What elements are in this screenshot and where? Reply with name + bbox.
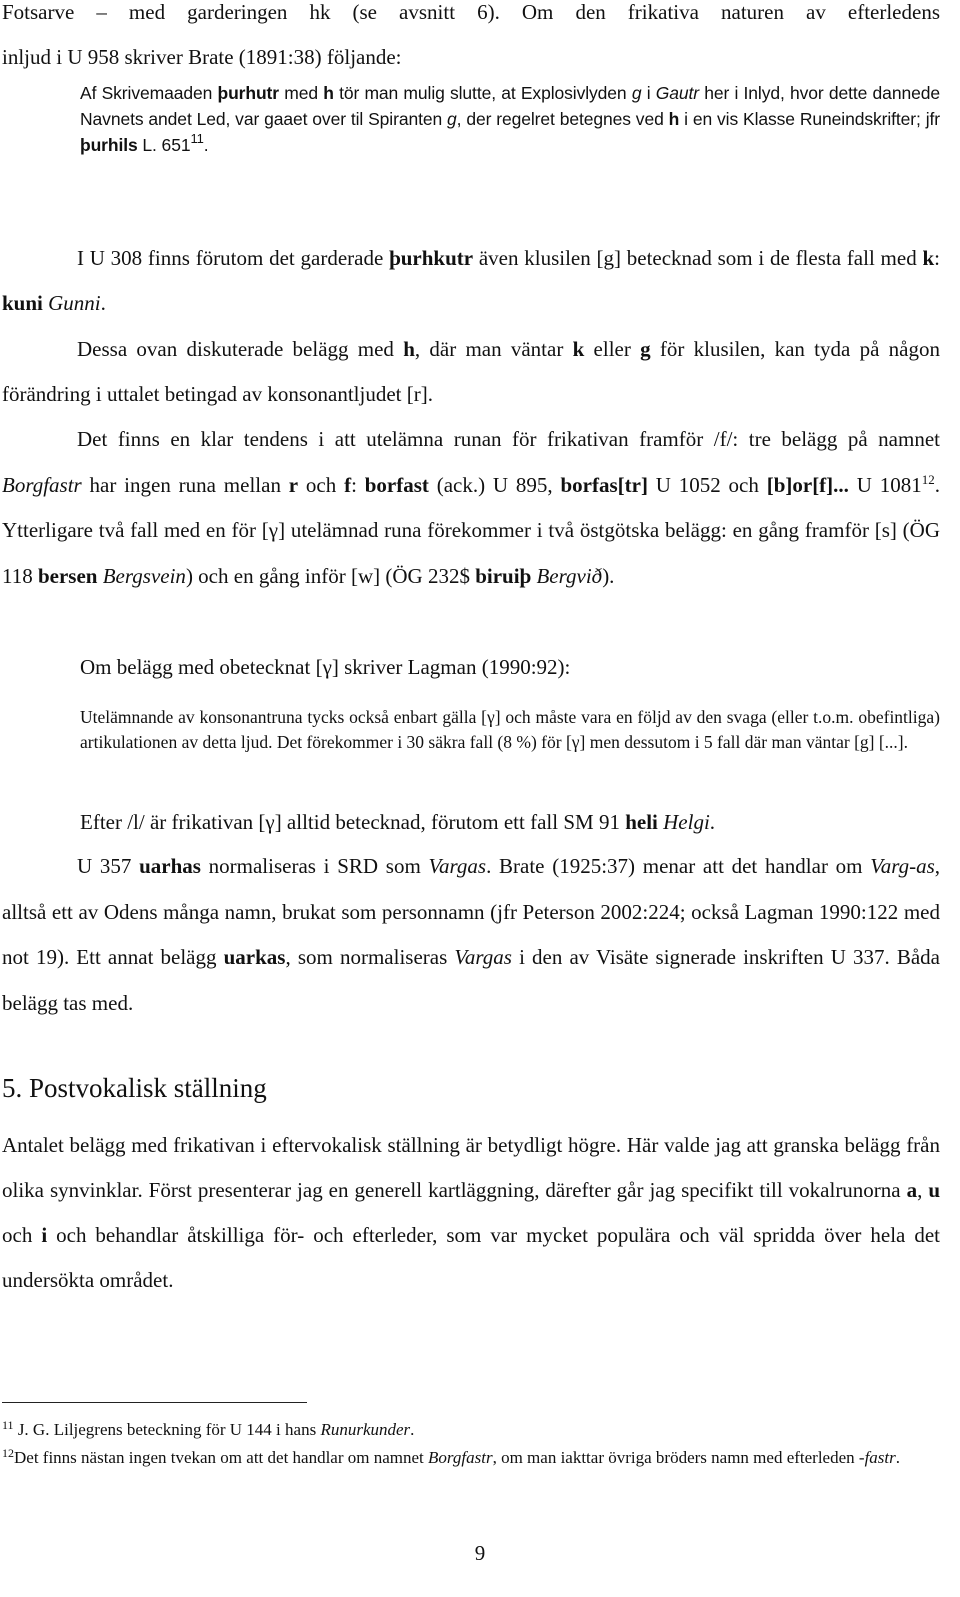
runic-form: bersen: [37, 563, 98, 588]
text-run: J. G. Liljegrens beteckning för U 144 i hans: [13, 1420, 321, 1439]
text-run: ).: [602, 563, 615, 588]
text-run: Det finns nästan ingen tvekan om att det handlar om namnet: [14, 1448, 429, 1467]
runic-form: uarhas: [139, 854, 201, 878]
text-run: (ack.) U 895,: [428, 472, 561, 497]
italic-term: g: [447, 109, 457, 129]
text-run: , där man väntar: [414, 337, 573, 361]
text-run: Utelämnande av konsonantruna tycks också enbart gälla [γ] och måste vara en följd av den svaga (eller t.o.m. obefintliga) artikulationen av detta ljud. Det förekommer i 30 säkra fall (8 %) för [γ] men dessutom i 5 fall där man väntar [g] [...].: [80, 707, 940, 752]
text-run: för klusilen, kan tyda på någon förändring i uttalet betingad av konsonantljudet [r].: [2, 337, 940, 406]
text-run: I U 308 finns förutom det garderade: [77, 246, 390, 270]
runic-form: k: [572, 337, 585, 361]
runic-form: i: [41, 1223, 48, 1247]
italic-term: g: [631, 83, 642, 103]
footnote-ref-11[interactable]: 11: [190, 131, 204, 146]
text-run: Det finns en klar tendens i att utelämna runan för frikativan framför /f/: tre belägg på namnet: [77, 427, 940, 451]
italic-term: Borgfastr: [428, 1448, 493, 1467]
text-run: U 1052 och: [647, 472, 767, 497]
italic-term: Runurkunder: [320, 1420, 411, 1439]
heading-text: 5. Postvokalisk ställning: [2, 1073, 267, 1103]
footnote-separator: [2, 1402, 307, 1403]
text-run: Af Skrivemaaden: [80, 83, 218, 103]
text-run: i en vis Klasse Runeindskrifter; jfr: [679, 109, 940, 129]
text-run: Efter /l/ är frikativan [γ] alltid betecknad, förutom ett fall SM 91: [80, 810, 626, 834]
text-run: .: [203, 135, 209, 155]
italic-term: Bergsvein: [102, 563, 186, 588]
runic-form: [b]or[f]...: [766, 472, 849, 497]
text-run: . Brate (1925:37) menar att det handlar om: [486, 854, 871, 878]
runic-form: borfas[tr]: [560, 472, 648, 497]
italic-term: Borgfastr: [2, 472, 82, 497]
intro-line-2: inljud i U 958 skriver Brate (1891:38) följande:: [2, 45, 402, 69]
text-run: och behandlar åtskilliga för- och efterleder, som var mycket populära och väl spridda över hela det undersökta området.: [2, 1223, 940, 1292]
text-run: med: [279, 83, 324, 103]
italic-term: Bergvið: [536, 563, 603, 588]
runic-form: borfast: [364, 472, 429, 497]
text-run: och: [2, 1223, 42, 1247]
runic-form: g: [640, 337, 651, 361]
paragraph-dessa: [2, 327, 940, 417]
runic-form: k: [922, 246, 935, 270]
text-run: U 1081: [848, 472, 922, 497]
runic-form: þurhutr: [217, 83, 279, 103]
text-run: i den av Visäte signerade inskriften U 337. Båda belägg tas med.: [2, 945, 940, 1015]
text-run: normaliseras i SRD som: [200, 854, 429, 878]
runic-form: a: [906, 1178, 918, 1202]
footnote-number: 12: [2, 1446, 14, 1460]
italic-term: -fastr: [858, 1448, 896, 1467]
footnote-number: 11: [2, 1418, 14, 1432]
text-run: .: [709, 810, 716, 834]
text-run: ,: [917, 1178, 929, 1202]
intro-paragraph: [2, 0, 940, 80]
paragraph-u357: [2, 844, 940, 1026]
runic-form: þurhils: [80, 135, 138, 155]
italic-term: Gautr: [655, 83, 700, 103]
intro-line-1: Fotsarve – med garderingen hk (se avsnitt 6). Om den frikativa naturen av efterledens: [2, 0, 940, 24]
text-run: , der regelret betegnes ved: [456, 109, 669, 129]
paragraph-u308: [2, 236, 940, 326]
runic-form: u: [928, 1178, 940, 1202]
text-run: L. 651: [137, 135, 191, 155]
text-run: , om man iakttar övriga bröders namn med efterleden: [492, 1448, 859, 1467]
text-run: , som normaliseras: [285, 945, 455, 970]
block-quote-lagman: [80, 705, 940, 755]
text-run: .: [410, 1420, 415, 1439]
text-run: . Ytterligare två fall med en för [γ] utelämnad runa förekommer i två östgötska belägg: en gång framför [s] (ÖG 118: [2, 472, 940, 588]
text-run: Antalet belägg med frikativan i eftervokalisk ställning är betydligt högre. Här valde jag att granska belägg från olika synvinklar. Först presenterar jag en generell kartläggning, därefter går jag specifikt till vokalrunorna: [2, 1133, 940, 1202]
text-run: her i Inlyd, hvor dette dannede Navnets andet Led, var gaaet over til Spiranten: [80, 83, 940, 129]
runic-form: heli: [625, 810, 658, 834]
text-run: även klusilen [g] betecknad som i de flesta fall med: [473, 246, 923, 270]
runic-form: uarkas: [223, 945, 286, 970]
footnote-11: [2, 1417, 940, 1442]
page-number: 9: [474, 1541, 486, 1565]
runic-form: kuni: [2, 291, 43, 315]
text-run: har ingen runa mellan: [81, 472, 289, 497]
footnote-ref-12[interactable]: 12: [921, 471, 935, 487]
paragraph-postvokalisk: [2, 1123, 940, 1303]
runic-form: h: [403, 337, 415, 361]
italic-term: Varg-as: [870, 854, 935, 878]
section-heading: [2, 1071, 940, 1105]
text-run: ) och en gång inför [w] (ÖG 232$: [185, 563, 476, 588]
runic-form: r: [288, 472, 299, 497]
text-run: tör man mulig slutte, at Explosivlyden: [333, 83, 632, 103]
text-run: Dessa ovan diskuterade belägg med: [77, 337, 404, 361]
text-run: , alltså ett av Odens många namn, brukat som personnamn (jfr Peterson 2002:224; också Lagman 1990:122 med not 19). Ett annat belägg: [2, 854, 940, 970]
text-run: .: [100, 291, 106, 315]
italic-term: Helgi: [663, 810, 710, 834]
italic-term: Gunni: [48, 291, 101, 315]
paragraph-efter-l: [80, 800, 940, 845]
text-run: .: [895, 1448, 900, 1467]
italic-term: Vargas: [428, 854, 487, 878]
text-run: eller: [584, 337, 641, 361]
text-run: :: [351, 472, 365, 497]
paragraph-tendens: [2, 417, 940, 599]
text-run: i: [641, 83, 656, 103]
italic-term: Vargas: [454, 945, 512, 970]
text-run: :: [934, 246, 940, 270]
runic-form: þurhkutr: [389, 246, 474, 270]
runic-form: biruiþ: [475, 563, 532, 588]
runic-form: f: [344, 472, 352, 497]
text-run: och: [298, 472, 345, 497]
runic-form: h: [668, 109, 680, 129]
runic-form: h: [323, 83, 334, 103]
text-run: Om belägg med obetecknat [γ] skriver Lagman (1990:92):: [80, 655, 571, 679]
footnote-12: [2, 1445, 940, 1470]
text-run: U 357: [77, 854, 140, 878]
paragraph-lagman-intro: [80, 645, 940, 690]
block-quote-brate: [80, 80, 940, 158]
